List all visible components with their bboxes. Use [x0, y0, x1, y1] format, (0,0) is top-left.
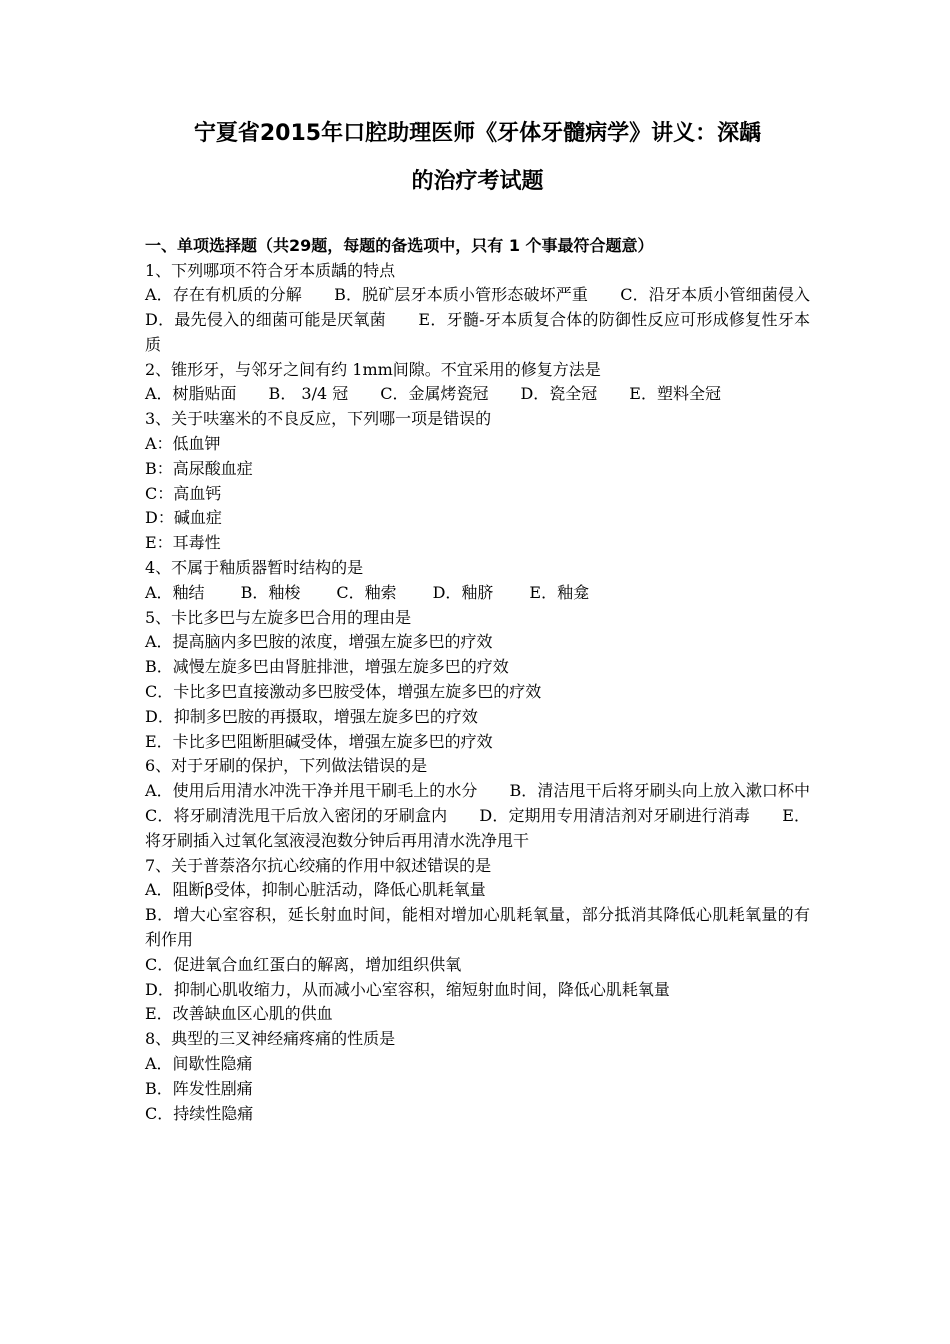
question-stem: 5、卡比多巴与左旋多巴合用的理由是 [145, 607, 412, 627]
question-option: D．抑制多巴胺的再摄取，增强左旋多巴的疗效 [145, 706, 478, 726]
question-option: E．釉龛 [529, 582, 590, 602]
document-title-line-2: 的治疗考试题 [411, 169, 544, 194]
question-option: C．促进氧合血红蛋白的解离，增加组织供氧 [145, 954, 462, 974]
question-option: B：高尿酸血症 [145, 458, 253, 478]
question-8 [145, 1027, 810, 1126]
question-option: C：高血钙 [145, 483, 222, 503]
question-option: A：低血钾 [145, 434, 221, 454]
question-4 [145, 556, 810, 606]
question-1 [145, 259, 843, 358]
question-stem: 7、关于普萘洛尔抗心绞痛的作用中叙述错误的是 [145, 855, 492, 875]
question-5 [145, 606, 810, 755]
question-option: A．间歇性隐痛 [145, 1054, 253, 1073]
question-7 [145, 854, 810, 1028]
question-option: C．釉索 [336, 582, 397, 602]
question-option: B．增大心室容积，延长射血时间，能相对增加心肌耗氧量，部分抵消其降低心肌耗氧量的有利作用 [145, 905, 810, 950]
question-stem: 2、锥形牙，与邻牙之间有约 1mm间隙。不宜采用的修复方法是 [145, 359, 601, 379]
question-stem: 4、不属于釉质器暂时结构的是 [145, 558, 364, 578]
question-options: A．使用后用清水冲洗干净并甩干刷毛上的水分 B．清洁甩干后将牙刷头向上放入漱口杯中 C．将牙刷清洗甩干后放入密闭的牙刷盒内 D．定期用专用清洁剂对牙刷进行消毒 E．将牙刷插入过氧化氢液浸泡数分钟后再用清水洗净甩干 [145, 781, 843, 850]
question-options: A．存在有机质的分解 B．脱矿层牙本质小管形态破坏严重 C．沿牙本质小管细菌侵入 D．最先侵入的细菌可能是厌氧菌 E．牙髓-牙本质复合体的防御性反应可形成修复性牙本质 [145, 285, 843, 354]
question-option: D．釉脐 [432, 582, 494, 602]
question-stem: 8、典型的三叉神经痛疼痛的性质是 [145, 1029, 396, 1049]
question-options [145, 581, 810, 606]
question-option: A．提高脑内多巴胺的浓度，增强左旋多巴的疗效 [145, 632, 493, 652]
question-6 [145, 754, 843, 853]
document-page [145, 110, 843, 1126]
question-option: E：耳毒性 [145, 533, 221, 553]
question-stem: 3、关于呋塞米的不良反应，下列哪一项是错误的 [145, 409, 492, 429]
question-stem: 1、下列哪项不符合牙本质龋的特点 [145, 260, 396, 280]
question-option: D．抑制心肌收缩力，从而减小心室容积，缩短射血时间，降低心肌耗氧量 [145, 979, 670, 999]
question-option: B．釉梭 [240, 582, 301, 602]
document-title [145, 110, 810, 206]
question-option: A．釉结 [145, 582, 205, 602]
question-option: C．持续性隐痛 [145, 1103, 254, 1123]
question-options: A．树脂贴面 B． 3/4 冠 C．金属烤瓷冠 D．瓷全冠 E．塑料全冠 [145, 384, 721, 404]
question-option: B．阵发性剧痛 [145, 1078, 253, 1098]
question-3 [145, 407, 810, 556]
question-2 [145, 358, 810, 408]
section-heading: 一、单项选择题（共29题，每题的备选项中，只有 1 个事最符合题意） [145, 236, 654, 255]
question-option: C．卡比多巴直接激动多巴胺受体，增强左旋多巴的疗效 [145, 682, 542, 702]
question-option: D：碱血症 [145, 508, 222, 528]
document-title-line-1: 宁夏省2015年口腔助理医师《牙体牙髓病学》讲义：深龋 [193, 121, 762, 146]
question-option: E．卡比多巴阻断胆碱受体，增强左旋多巴的疗效 [145, 731, 493, 751]
question-option: B．减慢左旋多巴由肾脏排泄，增强左旋多巴的疗效 [145, 657, 509, 677]
question-option: A．阻断β受体，抑制心脏活动，降低心肌耗氧量 [145, 880, 486, 900]
question-stem: 6、对于牙刷的保护，下列做法错误的是 [145, 756, 428, 776]
question-option: E．改善缺血区心肌的供血 [145, 1004, 333, 1024]
